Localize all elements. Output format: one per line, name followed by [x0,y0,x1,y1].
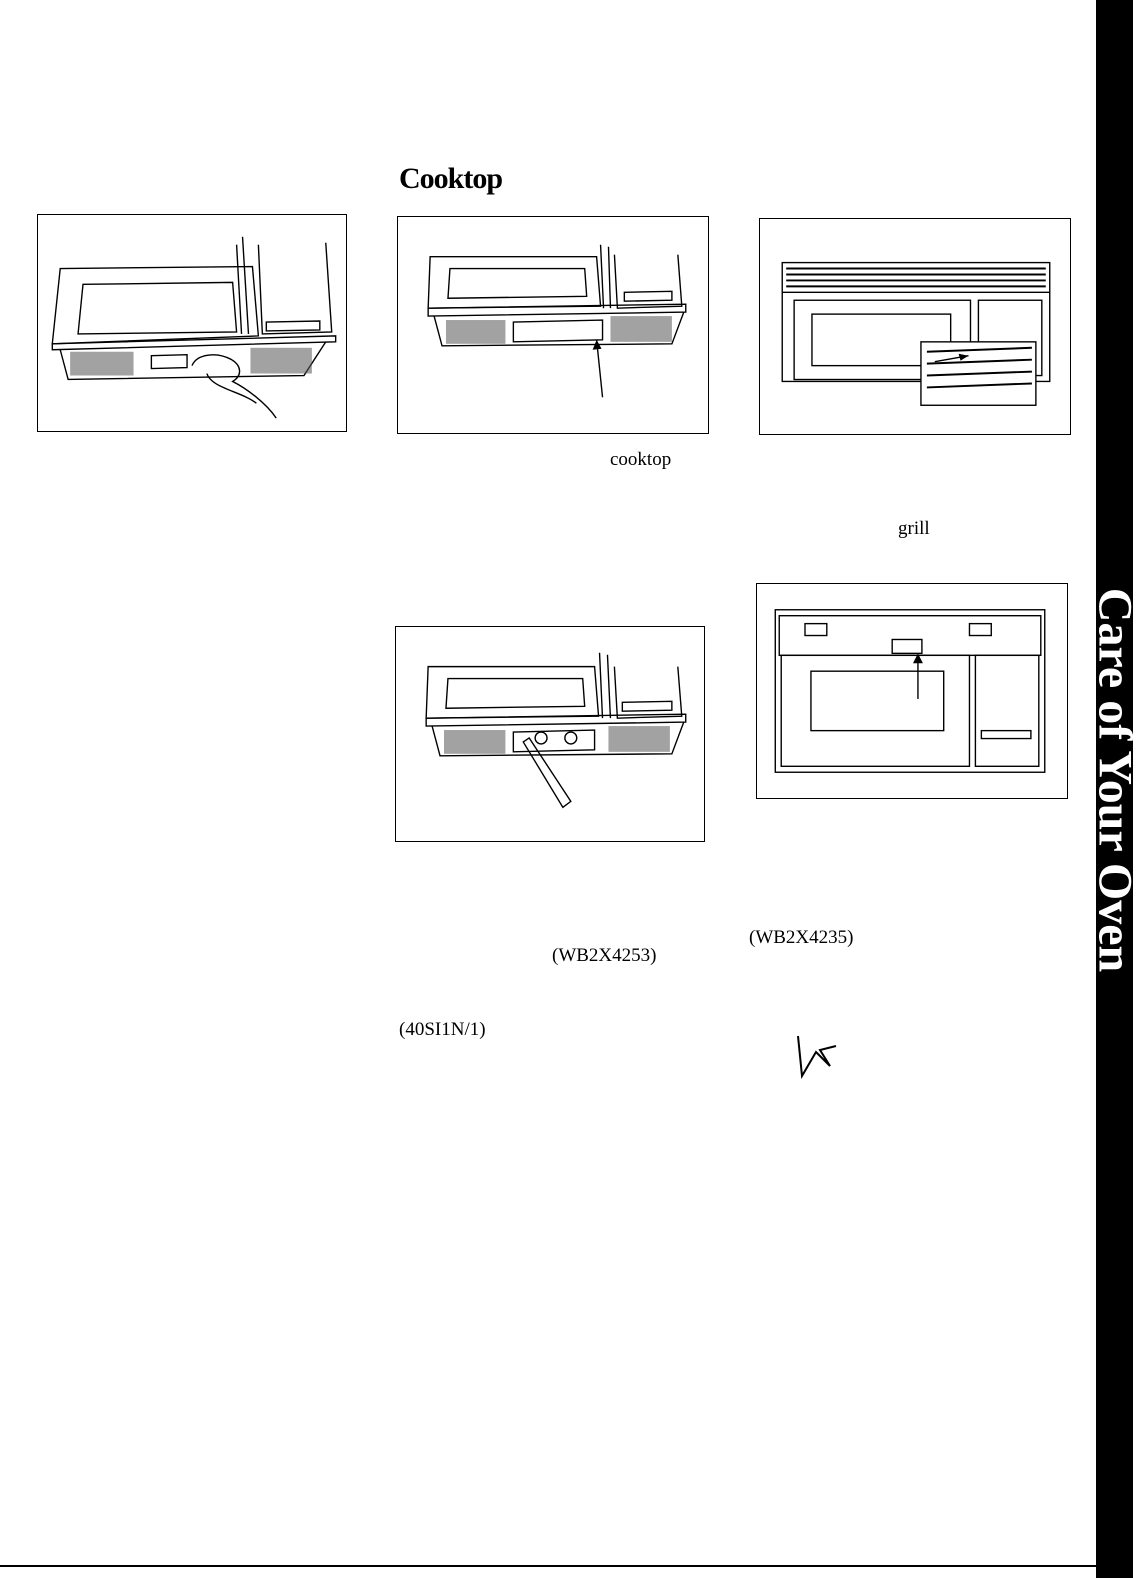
light-cover-open-illustration [396,627,704,841]
figure-vent-grill [759,218,1071,435]
oven-light-illustration [757,584,1067,798]
figure-light-cover-open [395,626,705,842]
figure-wipe-panel [37,214,347,432]
bottom-rule [0,1565,1096,1567]
part-number-wb2x4253: (WB2X4253) [552,945,657,966]
caption-grill: grill [898,518,930,539]
section-heading: Cooktop [399,162,503,195]
pen-mark [790,1030,850,1082]
microwave-underside-wipe-illustration [38,215,346,431]
caption-cooktop: cooktop [610,449,672,470]
figure-oven-light [756,583,1068,799]
cooktop-light-illustration [398,217,708,433]
vent-grill-illustration [760,219,1070,434]
part-number-40si1n: (40SI1N/1) [399,1019,486,1040]
side-tab-label: Care of Your Oven [1088,587,1141,973]
figure-cooktop-light [397,216,709,434]
part-number-wb2x4235: (WB2X4235) [749,927,854,948]
side-tab [1088,0,1141,1578]
